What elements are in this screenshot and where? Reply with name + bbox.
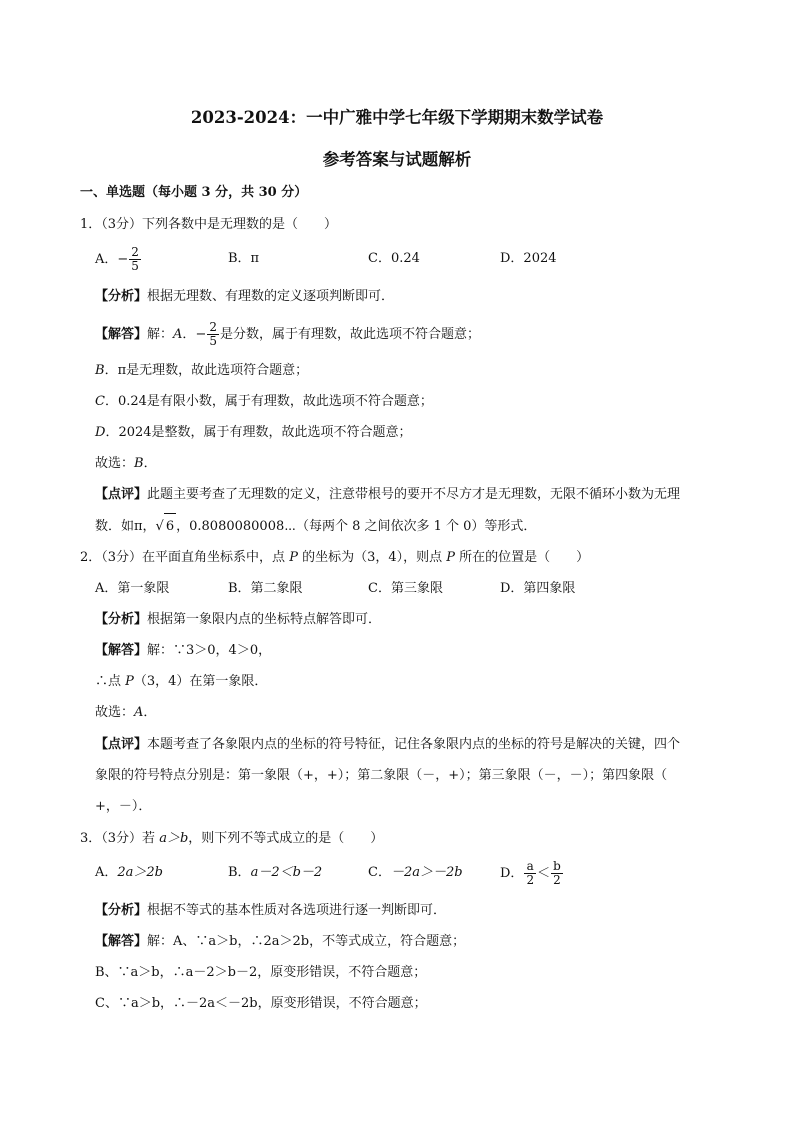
q1-answer-a-denominator: 5 xyxy=(209,334,217,348)
q3-option-d-operator: ＜ xyxy=(537,866,551,881)
q2-answer-line-2 xyxy=(95,669,267,695)
q1-option-a-fraction xyxy=(129,246,141,273)
q2-stem-rest: 所在的位置是（ ） xyxy=(455,550,590,565)
q2-comment-line-1 xyxy=(95,732,680,758)
q1-answer-a-dot: ． xyxy=(182,327,196,342)
q2-answer-pre: ∴点 xyxy=(95,674,126,689)
q2-answer-rest: （3，4）在第一象限． xyxy=(133,674,268,689)
q1-comment-tag: 【点评】 xyxy=(95,487,148,502)
q1-analysis-text: 根据无理数、有理数的定义逐项判断即可． xyxy=(147,289,395,304)
q2-comment-line-2: 象限的符号特点分别是：第一象限（+，+）；第二象限（－，+）；第三象限（－，－）；第四象限（ xyxy=(95,768,668,783)
q2-answer-text-1: 解：∵3＞0，4＞0， xyxy=(147,643,272,658)
q3-option-b-expr: a－2＜b－2 xyxy=(250,865,323,880)
q1-option-d: D．2024 xyxy=(500,251,557,266)
q2-choice-end: ． xyxy=(143,705,157,720)
q1-answer-c-text: ．0.24是有限小数，属于有理数，故此选项不符合题意； xyxy=(104,394,433,409)
q3-answer-a xyxy=(95,929,465,955)
q1-choice-pre: 故选： xyxy=(95,456,135,471)
q1-option-a-sign: − xyxy=(117,252,129,267)
q3-option-a-expr: 2a＞2b xyxy=(117,865,164,880)
q1-answer-tag: 【解答】 xyxy=(95,327,148,342)
q3-option-c xyxy=(368,860,463,886)
q2-option-d: D．第四象限 xyxy=(500,581,576,596)
q3-option-d-fraction-2 xyxy=(551,860,563,887)
q1-comment-rest: ，0.8080080008⋯（每两个 8 之间依次多 1 个 0）等形式． xyxy=(176,519,537,534)
q1-answer-b-letter: B xyxy=(95,363,105,378)
q1-comment-text-1: 此题主要考查了无理数的定义，注意带根号的要开不尽方才是无理数，无限不循环小数为无理 xyxy=(147,487,681,502)
q1-choice-end: ． xyxy=(143,456,157,471)
q3-answer-c: C、∵a＞b，∴－2a＜－2b，原变形错误，不符合题意； xyxy=(95,996,427,1011)
q3-option-b-label: B． xyxy=(228,865,251,880)
q3-analysis-text: 根据不等式的基本性质对各选项进行逐一判断即可． xyxy=(147,903,447,918)
q1-answer-c xyxy=(95,389,433,415)
q1-option-b: B．π xyxy=(228,251,260,266)
q2-comment-text-1: 本题考查了各象限内点的坐标的符号特征，记住各象限内点的坐标的符号是解决的关键，四个 xyxy=(147,737,681,752)
q1-answer-d xyxy=(95,420,412,446)
q3-answer-b: B、∵a＞b，∴a－2＞b－2，原变形错误，不符合题意； xyxy=(95,965,427,980)
q3-answer-tag: 【解答】 xyxy=(95,934,148,949)
q1-option-a-denominator: 5 xyxy=(131,259,139,273)
q1-analysis-tag: 【分析】 xyxy=(95,289,148,304)
q2-answer-line-1 xyxy=(95,638,271,664)
q2-option-c: C．第三象限 xyxy=(368,581,443,596)
q3-option-d-fraction-1 xyxy=(524,860,536,887)
q1-answer-a xyxy=(95,320,480,350)
q2-analysis xyxy=(95,607,381,633)
q2-stem-p2: P xyxy=(446,550,455,565)
q3-stem-pre: 3．（3分）若 xyxy=(80,831,160,846)
q3-option-c-label: C． xyxy=(368,865,391,880)
q3-option-d-numerator-2: b xyxy=(553,859,561,873)
q1-comment-line-1 xyxy=(95,482,680,508)
q1-comment-sqrt-value: 6 xyxy=(164,513,176,540)
q2-stem-p1: P xyxy=(289,550,298,565)
q2-choice xyxy=(95,700,156,726)
q2-choice-pre: 故选： xyxy=(95,705,135,720)
q1-answer-d-text: ．2024是整数，属于有理数，故此选项不符合题意； xyxy=(105,425,412,440)
q2-comment-line-3: +，－）． xyxy=(95,799,152,814)
q1-answer-pre: 解： xyxy=(147,327,174,342)
q1-option-c: C．0.24 xyxy=(368,251,420,266)
q3-option-a xyxy=(95,860,163,886)
q2-answer-tag: 【解答】 xyxy=(95,643,148,658)
q1-answer-b xyxy=(95,358,308,384)
q1-answer-a-rest: 是分数，属于有理数，故此选项不符合题意； xyxy=(219,327,480,342)
q1-analysis xyxy=(95,284,394,310)
q2-option-b: B．第二象限 xyxy=(228,581,303,596)
sqrt-sign-icon: √ xyxy=(155,519,164,534)
q3-option-b xyxy=(228,860,322,886)
question-2-stem xyxy=(80,545,589,571)
page-subtitle: 参考答案与试题解析 xyxy=(322,150,472,169)
question-3-stem xyxy=(80,826,383,852)
q1-answer-b-text: ．π是无理数，故此选项符合题意； xyxy=(104,363,309,378)
q1-answer-a-fraction xyxy=(207,321,219,348)
q3-option-d xyxy=(500,860,564,886)
q1-choice xyxy=(95,451,157,477)
q2-answer-p: P xyxy=(125,674,134,689)
q1-comment-pre: 数．如π， xyxy=(95,519,156,534)
q2-choice-letter: A xyxy=(134,705,144,720)
q1-answer-a-sign: − xyxy=(195,327,207,342)
q1-option-a-numerator: 2 xyxy=(131,245,139,259)
q1-option-a xyxy=(95,246,142,272)
q2-comment-tag: 【点评】 xyxy=(95,737,148,752)
q3-option-d-denominator-1: 2 xyxy=(526,873,535,887)
page-title: 2023-2024：一中广雅中学七年级下学期期末数学试卷 xyxy=(190,108,604,127)
q3-analysis-tag: 【分析】 xyxy=(95,903,148,918)
question-1-stem: 1．（3分）下列各数中是无理数的是（ ） xyxy=(80,217,338,232)
q1-option-a-label: A． xyxy=(95,252,118,267)
q3-option-d-label: D． xyxy=(500,866,524,881)
q3-stem-condition: a＞b xyxy=(159,831,189,846)
section-heading: 一、单选题（每小题 3 分，共 30 分） xyxy=(80,185,308,200)
q3-option-d-numerator-1: a xyxy=(524,860,536,874)
q3-stem-rest: ，则下列不等式成立的是（ ） xyxy=(188,831,384,846)
q3-option-c-expr: －2a＞－2b xyxy=(390,865,463,880)
q2-analysis-text: 根据第一象限内点的坐标特点解答即可． xyxy=(147,612,382,627)
q2-stem-mid: 的坐标为（3，4），则点 xyxy=(297,550,447,565)
q3-analysis xyxy=(95,898,446,924)
q1-comment-line-2 xyxy=(95,513,536,539)
q2-option-a: A．第一象限 xyxy=(95,581,170,596)
q2-analysis-tag: 【分析】 xyxy=(95,612,148,627)
q1-answer-c-letter: C xyxy=(95,394,105,409)
q1-choice-letter: B xyxy=(134,456,144,471)
q3-answer-a-text: 解：A、∵a＞b，∴2a＞2b，不等式成立，符合题意； xyxy=(147,934,466,949)
q3-option-a-label: A． xyxy=(95,865,118,880)
q1-answer-a-letter: A xyxy=(173,327,183,342)
q3-option-d-denominator-2: 2 xyxy=(553,873,561,887)
q1-answer-d-letter: D xyxy=(95,425,106,440)
q2-stem-pre: 2．（3分）在平面直角坐标系中，点 xyxy=(80,550,290,565)
q1-answer-a-numerator: 2 xyxy=(209,320,217,334)
